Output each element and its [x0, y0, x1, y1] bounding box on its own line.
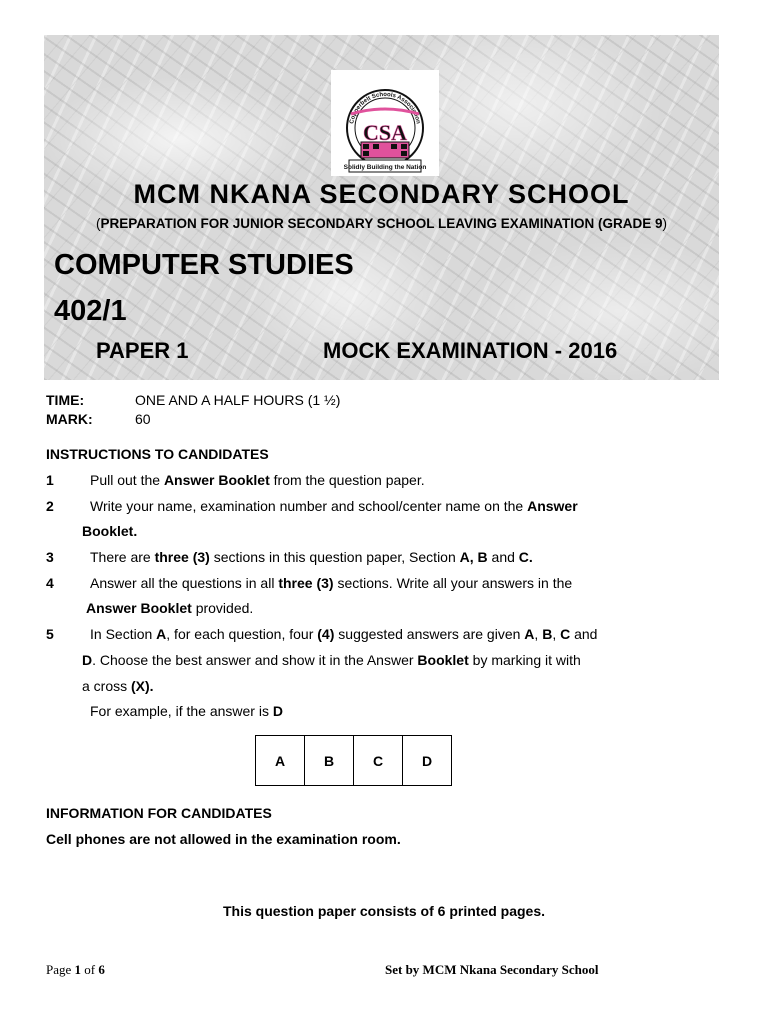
instruction-5-text-line2: D. Choose the best answer and show it in the Answer Booklet by marking it with	[82, 652, 581, 668]
option-b-cell: B	[305, 736, 354, 786]
time-value: ONE AND A HALF HOURS (1 ½)	[135, 392, 341, 408]
instruction-2-text-cont: Booklet.	[82, 523, 138, 539]
instruction-3-text: There are three (3) sections in this question paper, Section A, B and C.	[90, 549, 533, 565]
option-a-cell: A	[256, 736, 305, 786]
set-by-footer: Set by MCM Nkana Secondary School	[385, 962, 599, 977]
logo-initials: CSA	[362, 120, 408, 145]
instruction-5-example: For example, if the answer is D	[90, 703, 283, 719]
logo-emblem-icon	[331, 70, 439, 176]
option-c-cell: C	[354, 736, 403, 786]
school-logo	[331, 70, 439, 176]
header-banner	[44, 35, 719, 380]
pages-note: This question paper consists of 6 printed pages.	[222, 903, 546, 919]
school-name: MCM NKANA SECONDARY SCHOOL	[133, 179, 630, 209]
instruction-2-number: 2	[46, 498, 54, 514]
instruction-1-number: 1	[46, 472, 54, 488]
subtitle-text: PREPARATION FOR JUNIOR SECONDARY SCHOOL LEAVING EXAMINATION (GRADE 9	[100, 216, 663, 231]
instruction-2-text: Write your name, examination number and school/center name on the Answer	[90, 498, 578, 514]
instruction-5-text: In Section A, for each question, four (4) suggested answers are given A, B, C and	[90, 626, 598, 642]
instruction-4-text-cont: Answer Booklet provided.	[86, 600, 254, 616]
answer-options-table	[255, 735, 452, 786]
instruction-4-text: Answer all the questions in all three (3) sections. Write all your answers in the	[90, 575, 573, 591]
paper-label: PAPER 1	[96, 338, 189, 363]
exam-label: MOCK EXAMINATION - 2016	[323, 338, 618, 363]
subject-title: COMPUTER STUDIES	[54, 249, 354, 281]
mark-value: 60	[135, 411, 151, 427]
time-label: TIME:	[46, 392, 85, 408]
page-number: Page 1 of 6	[46, 962, 105, 977]
mark-label: MARK:	[46, 411, 93, 427]
information-title: INFORMATION FOR CANDIDATES	[46, 805, 272, 821]
option-d-cell: D	[403, 736, 452, 786]
instruction-5-text-line3: a cross (X).	[82, 678, 154, 694]
information-text: Cell phones are not allowed in the examination room.	[46, 831, 401, 847]
instruction-3-number: 3	[46, 549, 54, 565]
instruction-5-number: 5	[46, 626, 54, 642]
instruction-4-number: 4	[46, 575, 54, 591]
subtitle-close-paren: )	[662, 216, 668, 231]
instruction-1-text: Pull out the Answer Booklet from the question paper.	[90, 472, 425, 488]
exam-subtitle	[44, 216, 719, 231]
logo-motto: Solidly Building the Nation	[343, 164, 427, 171]
subtitle-open-paren: (	[95, 216, 101, 231]
instructions-title: INSTRUCTIONS TO CANDIDATES	[46, 446, 269, 462]
paper-code: 402/1	[54, 295, 127, 327]
logo-arc-text: Copperbelt Schools Association	[349, 91, 421, 125]
